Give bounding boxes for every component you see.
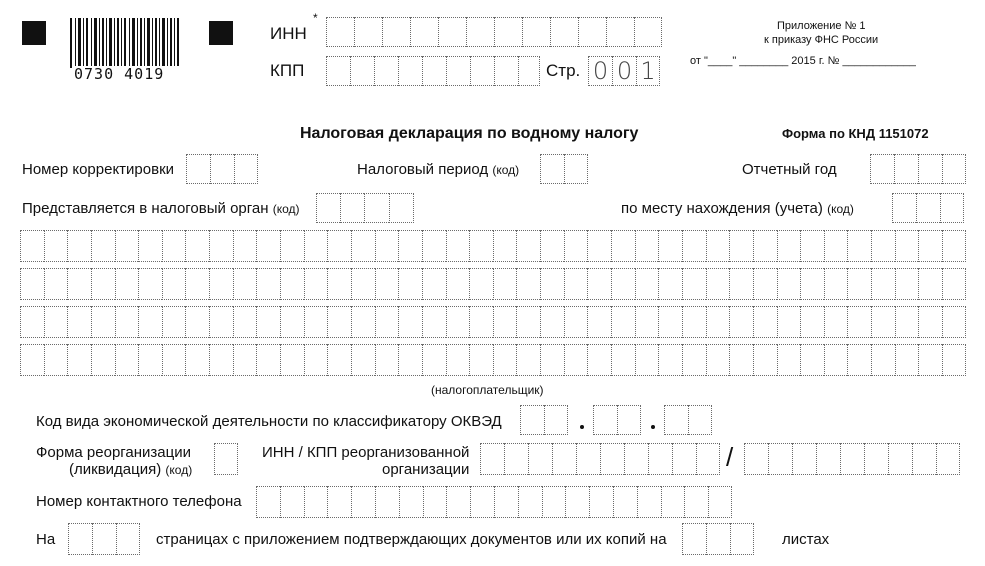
- input-cell[interactable]: [753, 306, 777, 338]
- input-cell[interactable]: [800, 306, 824, 338]
- input-cell[interactable]: [115, 230, 139, 262]
- input-cell[interactable]: [351, 486, 375, 518]
- okved-field-part-3[interactable]: [664, 405, 712, 435]
- reorganization-form-label: Форма реорганизации: [36, 444, 191, 461]
- input-cell[interactable]: [20, 268, 44, 300]
- input-cell[interactable]: [375, 268, 399, 300]
- input-cell[interactable]: [587, 306, 611, 338]
- input-cell[interactable]: [540, 230, 564, 262]
- input-cell[interactable]: [422, 268, 446, 300]
- input-cell[interactable]: [469, 230, 493, 262]
- input-cell[interactable]: [942, 306, 966, 338]
- input-cell[interactable]: [516, 268, 540, 300]
- input-cell[interactable]: [493, 230, 517, 262]
- input-cell[interactable]: [446, 344, 470, 376]
- input-cell[interactable]: [115, 344, 139, 376]
- input-cell[interactable]: [777, 230, 801, 262]
- input-cell[interactable]: [611, 230, 635, 262]
- input-cell[interactable]: [658, 306, 682, 338]
- input-cell[interactable]: [209, 230, 233, 262]
- sheets-count-field[interactable]: [682, 523, 754, 555]
- input-cell[interactable]: [304, 344, 328, 376]
- input-cell[interactable]: [587, 344, 611, 376]
- input-cell[interactable]: [824, 344, 848, 376]
- input-cell[interactable]: [185, 230, 209, 262]
- input-cell[interactable]: [942, 268, 966, 300]
- input-cell[interactable]: [847, 230, 871, 262]
- inn-field[interactable]: [326, 17, 662, 47]
- reporting-year-label: Отчетный год: [742, 161, 837, 178]
- input-cell[interactable]: [824, 306, 848, 338]
- input-cell[interactable]: [918, 306, 942, 338]
- input-cell[interactable]: [942, 230, 966, 262]
- input-cell[interactable]: [327, 306, 351, 338]
- input-cell[interactable]: [682, 344, 706, 376]
- tax-authority-field[interactable]: [316, 193, 414, 223]
- input-cell[interactable]: [422, 230, 446, 262]
- input-cell[interactable]: [564, 306, 588, 338]
- input-cell[interactable]: [777, 268, 801, 300]
- input-cell[interactable]: [20, 344, 44, 376]
- okved-field-part-2[interactable]: [593, 405, 641, 435]
- input-cell[interactable]: [115, 306, 139, 338]
- input-cell[interactable]: [777, 306, 801, 338]
- input-cell[interactable]: [304, 486, 328, 518]
- taxpayer-name-row[interactable]: [20, 230, 966, 262]
- input-cell[interactable]: [847, 344, 871, 376]
- taxpayer-caption: (налогоплательщик): [431, 383, 544, 397]
- input-cell[interactable]: [753, 230, 777, 262]
- correction-number-field[interactable]: [186, 154, 258, 184]
- input-cell[interactable]: [918, 230, 942, 262]
- okved-label: Код вида экономической деятельности по классификатору ОКВЭД: [36, 413, 502, 430]
- input-cell[interactable]: [706, 306, 730, 338]
- input-cell[interactable]: [375, 344, 399, 376]
- input-cell[interactable]: [351, 268, 375, 300]
- input-cell[interactable]: [327, 268, 351, 300]
- input-cell[interactable]: [327, 344, 351, 376]
- input-cell[interactable]: [44, 344, 68, 376]
- input-cell[interactable]: [942, 344, 966, 376]
- kpp-field[interactable]: [326, 56, 540, 86]
- input-cell[interactable]: [564, 230, 588, 262]
- sheets-label: листах: [782, 531, 830, 548]
- input-cell[interactable]: [611, 268, 635, 300]
- input-cell[interactable]: [398, 230, 422, 262]
- input-cell[interactable]: [256, 268, 280, 300]
- input-cell[interactable]: [138, 230, 162, 262]
- input-cell[interactable]: [398, 344, 422, 376]
- input-cell[interactable]: [233, 230, 257, 262]
- input-cell[interactable]: [706, 344, 730, 376]
- input-cell[interactable]: [233, 268, 257, 300]
- input-cell[interactable]: [20, 306, 44, 338]
- input-cell[interactable]: [446, 306, 470, 338]
- input-cell[interactable]: [209, 306, 233, 338]
- input-cell[interactable]: [446, 230, 470, 262]
- input-cell[interactable]: [706, 230, 730, 262]
- okved-field-part-1[interactable]: [520, 405, 568, 435]
- input-cell[interactable]: [895, 306, 919, 338]
- input-cell[interactable]: [44, 230, 68, 262]
- input-cell[interactable]: [564, 268, 588, 300]
- input-cell[interactable]: [564, 344, 588, 376]
- input-cell[interactable]: [635, 344, 659, 376]
- input-cell[interactable]: [375, 230, 399, 262]
- input-cell[interactable]: [587, 268, 611, 300]
- input-cell[interactable]: [635, 230, 659, 262]
- input-cell[interactable]: [918, 268, 942, 300]
- pages-middle-label: страницах с приложением подтверждающих документов или их копий на: [156, 531, 667, 548]
- input-cell[interactable]: [327, 486, 351, 518]
- input-cell[interactable]: [138, 268, 162, 300]
- input-cell[interactable]: [613, 486, 637, 518]
- input-cell[interactable]: [469, 344, 493, 376]
- barcode-number: 0730 4019: [74, 66, 182, 82]
- input-cell[interactable]: [895, 230, 919, 262]
- page-title: Налоговая декларация по водному налогу: [300, 125, 639, 142]
- input-cell[interactable]: [635, 306, 659, 338]
- input-cell[interactable]: [304, 306, 328, 338]
- okved-separator-dot: [580, 425, 584, 429]
- input-cell[interactable]: [422, 306, 446, 338]
- reorganized-inn-field[interactable]: [480, 443, 720, 475]
- input-cell[interactable]: [871, 344, 895, 376]
- registration-marker-left: [22, 21, 46, 45]
- input-cell[interactable]: [518, 486, 542, 518]
- reorganization-form-label-2: (ликвидация) (код): [69, 461, 193, 478]
- input-cell[interactable]: [256, 486, 280, 518]
- reporting-year-field[interactable]: [870, 154, 966, 184]
- input-cell[interactable]: [658, 230, 682, 262]
- input-cell[interactable]: [280, 230, 304, 262]
- input-cell[interactable]: [162, 306, 186, 338]
- input-cell[interactable]: [469, 306, 493, 338]
- input-cell[interactable]: [185, 344, 209, 376]
- input-cell[interactable]: [280, 306, 304, 338]
- input-cell[interactable]: [44, 306, 68, 338]
- tax-authority-label: Представляется в налоговый орган (код): [22, 200, 300, 217]
- input-cell[interactable]: [682, 268, 706, 300]
- input-cell[interactable]: [493, 344, 517, 376]
- input-cell[interactable]: [611, 306, 635, 338]
- input-cell[interactable]: [162, 344, 186, 376]
- input-cell[interactable]: [138, 344, 162, 376]
- input-cell[interactable]: [398, 268, 422, 300]
- input-cell[interactable]: [753, 344, 777, 376]
- input-cell[interactable]: [661, 486, 685, 518]
- input-cell[interactable]: [422, 344, 446, 376]
- form-code: Форма по КНД 1151072: [782, 126, 929, 141]
- input-cell[interactable]: [327, 230, 351, 262]
- input-cell[interactable]: [658, 268, 682, 300]
- input-cell[interactable]: [729, 230, 753, 262]
- input-cell[interactable]: [233, 306, 257, 338]
- phone-field[interactable]: [256, 486, 732, 518]
- input-cell[interactable]: [185, 306, 209, 338]
- tax-period-label: Налоговый период (код): [357, 161, 520, 178]
- input-cell[interactable]: [67, 306, 91, 338]
- input-cell[interactable]: [351, 344, 375, 376]
- input-cell[interactable]: [729, 344, 753, 376]
- input-cell[interactable]: [91, 230, 115, 262]
- input-cell[interactable]: [540, 306, 564, 338]
- tax-period-field[interactable]: [540, 154, 588, 184]
- input-cell[interactable]: [256, 344, 280, 376]
- input-cell[interactable]: [20, 230, 44, 262]
- appendix-line-3: от "____" ________ 2015 г. № ____________: [690, 55, 916, 67]
- appendix-line-1: Приложение № 1: [777, 20, 866, 32]
- input-cell[interactable]: [67, 344, 91, 376]
- input-cell[interactable]: [469, 268, 493, 300]
- input-cell[interactable]: [637, 486, 661, 518]
- input-cell[interactable]: [658, 344, 682, 376]
- input-cell[interactable]: [67, 268, 91, 300]
- input-cell[interactable]: [611, 344, 635, 376]
- input-cell[interactable]: [800, 230, 824, 262]
- page-digit: 1: [636, 56, 660, 86]
- input-cell[interactable]: [847, 268, 871, 300]
- page-digit: 0: [588, 56, 612, 86]
- input-cell[interactable]: [871, 306, 895, 338]
- input-cell[interactable]: [280, 344, 304, 376]
- input-cell[interactable]: [824, 230, 848, 262]
- input-cell[interactable]: [589, 486, 613, 518]
- input-cell[interactable]: [918, 344, 942, 376]
- page-label: Стр.: [546, 61, 581, 80]
- correction-number-label: Номер корректировки: [22, 161, 175, 178]
- appendix-line-2: к приказу ФНС России: [764, 34, 879, 46]
- input-cell[interactable]: [375, 306, 399, 338]
- input-cell[interactable]: [280, 268, 304, 300]
- input-cell[interactable]: [540, 344, 564, 376]
- taxpayer-name-row[interactable]: [20, 306, 966, 338]
- input-cell[interactable]: [470, 486, 494, 518]
- taxpayer-name-row[interactable]: [20, 268, 966, 300]
- input-cell[interactable]: [162, 268, 186, 300]
- input-cell[interactable]: [587, 230, 611, 262]
- okved-separator-dot: [651, 425, 655, 429]
- input-cell[interactable]: [777, 344, 801, 376]
- input-cell[interactable]: [800, 268, 824, 300]
- inn-kpp-slash: /: [726, 442, 734, 472]
- input-cell[interactable]: [895, 344, 919, 376]
- page-number-field: [588, 56, 660, 86]
- input-cell[interactable]: [682, 306, 706, 338]
- location-label: по месту нахождения (учета) (код): [621, 200, 854, 217]
- input-cell[interactable]: [800, 344, 824, 376]
- input-cell[interactable]: [115, 268, 139, 300]
- input-cell[interactable]: [91, 306, 115, 338]
- input-cell[interactable]: [44, 268, 68, 300]
- inn-label: ИНН: [270, 24, 307, 43]
- registration-marker-right: [209, 21, 233, 45]
- input-cell[interactable]: [375, 486, 399, 518]
- input-cell[interactable]: [516, 306, 540, 338]
- pages-count-field[interactable]: [68, 523, 140, 555]
- taxpayer-name-row[interactable]: [20, 344, 966, 376]
- input-cell[interactable]: [706, 268, 730, 300]
- input-cell[interactable]: [684, 486, 708, 518]
- input-cell[interactable]: [91, 268, 115, 300]
- input-cell[interactable]: [565, 486, 589, 518]
- reorganization-form-field[interactable]: [214, 443, 238, 475]
- input-cell[interactable]: [304, 230, 328, 262]
- input-cell[interactable]: [304, 268, 328, 300]
- input-cell[interactable]: [682, 230, 706, 262]
- input-cell[interactable]: [824, 268, 848, 300]
- input-cell[interactable]: [162, 230, 186, 262]
- input-cell[interactable]: [209, 344, 233, 376]
- page-digit: 0: [612, 56, 636, 86]
- input-cell[interactable]: [351, 306, 375, 338]
- input-cell[interactable]: [847, 306, 871, 338]
- phone-label: Номер контактного телефона: [36, 493, 242, 510]
- input-cell[interactable]: [493, 306, 517, 338]
- pages-on-label: На: [36, 531, 56, 548]
- input-cell[interactable]: [67, 230, 91, 262]
- input-cell[interactable]: [280, 486, 304, 518]
- input-cell[interactable]: [256, 230, 280, 262]
- input-cell[interactable]: [233, 344, 257, 376]
- reorganized-inn-kpp-label: ИНН / КПП реорганизованной: [262, 444, 470, 461]
- reorganized-kpp-field[interactable]: [744, 443, 960, 475]
- input-cell[interactable]: [871, 268, 895, 300]
- input-cell[interactable]: [493, 268, 517, 300]
- input-cell[interactable]: [351, 230, 375, 262]
- input-cell[interactable]: [446, 486, 470, 518]
- kpp-label: КПП: [270, 61, 305, 80]
- input-cell[interactable]: [516, 344, 540, 376]
- input-cell[interactable]: [635, 268, 659, 300]
- input-cell[interactable]: [138, 306, 162, 338]
- input-cell[interactable]: [753, 268, 777, 300]
- input-cell[interactable]: [542, 486, 566, 518]
- input-cell[interactable]: [446, 268, 470, 300]
- location-field[interactable]: [892, 193, 964, 223]
- input-cell[interactable]: [398, 306, 422, 338]
- input-cell[interactable]: [209, 268, 233, 300]
- input-cell[interactable]: [399, 486, 423, 518]
- reorganized-inn-kpp-label-2: организации: [382, 461, 470, 478]
- input-cell[interactable]: [708, 486, 732, 518]
- input-cell[interactable]: [871, 230, 895, 262]
- input-cell[interactable]: [185, 268, 209, 300]
- input-cell[interactable]: [540, 268, 564, 300]
- input-cell[interactable]: [494, 486, 518, 518]
- input-cell[interactable]: [516, 230, 540, 262]
- input-cell[interactable]: [729, 268, 753, 300]
- input-cell[interactable]: [91, 344, 115, 376]
- inn-asterisk: *: [313, 11, 318, 25]
- input-cell[interactable]: [895, 268, 919, 300]
- input-cell[interactable]: [423, 486, 447, 518]
- input-cell[interactable]: [729, 306, 753, 338]
- input-cell[interactable]: [256, 306, 280, 338]
